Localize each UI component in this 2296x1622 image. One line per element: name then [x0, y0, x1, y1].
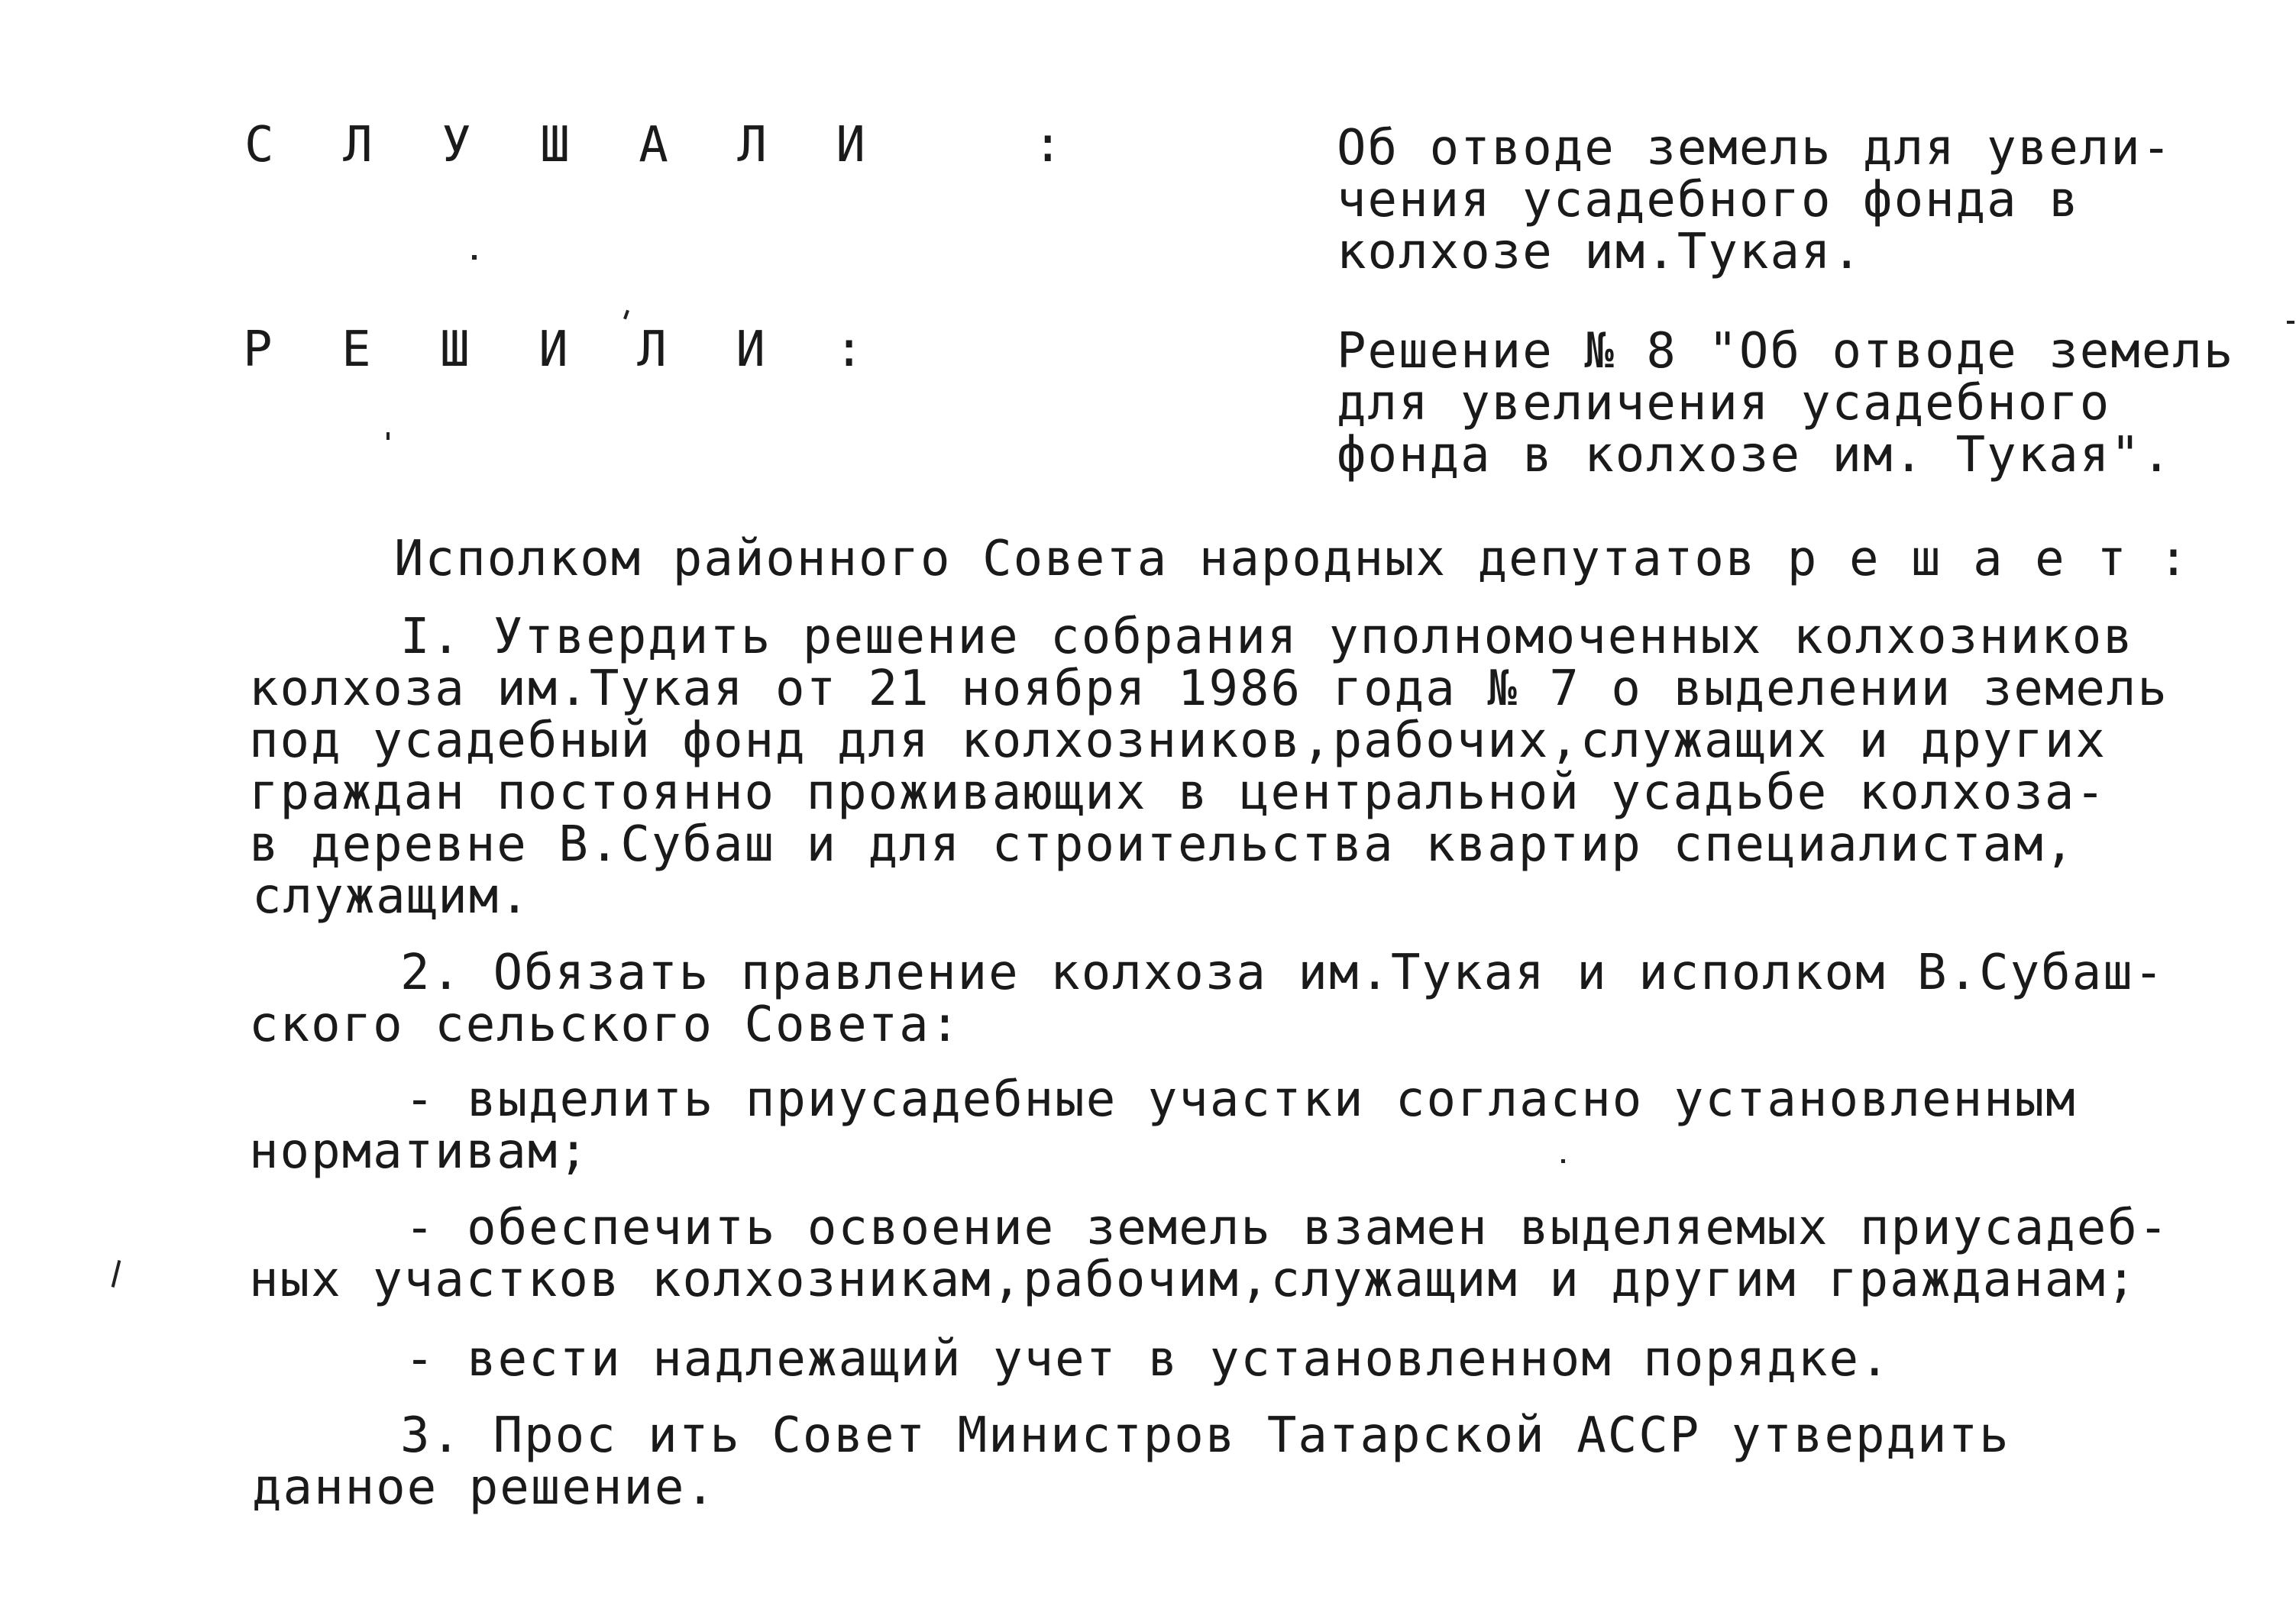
item1-line-1: I. Утвердить решение собрания уполномоченных колхозников: [400, 609, 2134, 665]
item1-line-3: под усадебный фонд для колхозников,рабочих,служащих и других: [249, 712, 2107, 769]
bullet3-line: - вести надлежащий учет в установленном порядке.: [405, 1331, 1891, 1388]
decided-text-line-1: Решение № 8 "Об отводе земель: [1337, 323, 2235, 380]
scan-speck: [1561, 1159, 1565, 1163]
item1-line-6: служащим.: [252, 868, 531, 925]
bullet2-line-1: - обеспечить освоение земель взамен выделяемых приусадеб-: [405, 1200, 2170, 1256]
bullet1-line-2: нормативам;: [249, 1123, 590, 1180]
heard-label: С Л У Ш А Л И :: [244, 117, 1083, 173]
scan-speck: [623, 310, 629, 320]
item2-line-2: ского сельского Совета:: [249, 997, 962, 1053]
bullet2-line-2: ных участков колхозникам,рабочим,служащим и другим гражданам;: [249, 1252, 2138, 1308]
heard-text-line-1: Об отводе земель для увели-: [1337, 120, 2173, 176]
edge-mark: [2287, 321, 2294, 324]
item3-line-2: данное решение.: [252, 1459, 716, 1516]
intro-line: Исполком районного Совета народных депутатов р е ш а е т :: [394, 531, 2190, 587]
item1-line-2: колхоза им.Тукая от 21 ноября 1986 года № 7 о выделении земель: [249, 661, 2168, 717]
scan-stroke: [112, 1260, 121, 1288]
item3-line-1: 3. Прос ить Совет Министров Татарской АССР утвердить: [400, 1407, 2010, 1464]
heard-text-line-2: чения усадебного фонда в: [1337, 172, 2080, 228]
item2-line-1: 2. Обязать правление колхоза им.Тукая и исполком В.Субаш-: [400, 945, 2165, 1001]
scan-speck: [386, 432, 390, 440]
scan-speck: [472, 255, 477, 260]
decided-text-line-2: для увеличения усадебного: [1337, 375, 2111, 431]
item1-line-5: в деревне В.Субаш и для строительства квартир специалистам,: [249, 816, 2076, 873]
decided-text-line-3: фонда в колхозе им. Тукая".: [1337, 427, 2173, 483]
decided-label: Р Е Ш И Л И :: [243, 321, 884, 378]
heard-text-line-3: колхозе им.Тукая.: [1337, 224, 1864, 280]
bullet1-line-1: - выделить приусадебные участки согласно установленным: [405, 1071, 2077, 1128]
item1-line-4: граждан постоянно проживающих в центральной усадьбе колхоза-: [249, 764, 2107, 821]
